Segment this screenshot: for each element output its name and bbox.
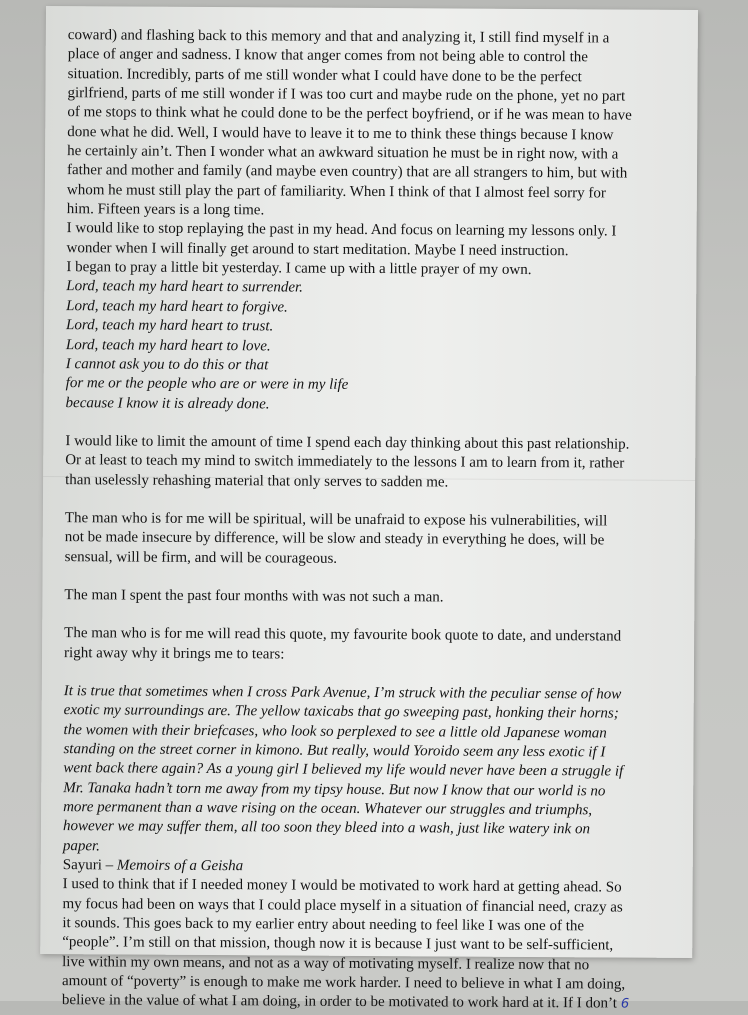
line-text: Or at least to teach my mind to switch immediately to the lessons I am to learn from it, rather — [65, 452, 625, 472]
line-text: coward) and flashing back to this memory and that and analyzing it, I still find myself in a — [67, 27, 610, 47]
line-text: situation. Incredibly, parts of me still wonder what I could have done to be the perfect — [67, 65, 582, 85]
line-text: of me stops to think what he could done to be the perfect boyfriend, or if he was mean to have — [67, 104, 632, 124]
line-text: Mr. Tanaka hadn’t torn me away from my tipsy house. But now I know that our world is no — [63, 779, 606, 800]
paper-sheet — [40, 6, 698, 1013]
line-text: The man I spent the past four months with was not such a man. — [64, 587, 444, 606]
line-text: “people”. I’m still on that mission, though now it is because I just want to be self-sufficient, — [62, 934, 614, 954]
line-text: wonder when I will finally get around to start meditation. Maybe I need instruction. — [66, 239, 569, 259]
line-text: live within my own means, and not as a way of motivating myself. I realize now that no — [62, 953, 590, 974]
document-body — [62, 26, 686, 1015]
line-text: than uselessly rehashing material that only serves to sadden me. — [65, 471, 449, 491]
line-text: not be made insecure by difference, will be slow and steady in everything he does, will be — [64, 529, 605, 549]
line-text: for me or the people who are or were in my life — [65, 375, 349, 394]
line-text: Lord, teach my hard heart to trust. — [66, 317, 274, 335]
line-text: I would like to limit the amount of time I spend each day thinking about this past relationship. — [65, 433, 630, 453]
line-text: exotic my surroundings are. The yellow taxicabs that go sweeping past, honking their horns; — [63, 702, 619, 722]
line-text: standing on the street corner in kimono. But really, would Yoroido seem any less exotic if I — [63, 741, 606, 761]
italic-text-line — [66, 394, 684, 417]
page-number: 6 — [620, 997, 630, 1013]
line-text: my focus had been on ways that I could place myself in a situation of financial need, crazy as — [62, 895, 623, 916]
line-text: I would like to stop replaying the past in my head. And focus on learning my lessons only. I — [66, 220, 617, 240]
attribution-author: Sayuri – — [62, 857, 117, 874]
line-text: paper. — [62, 837, 101, 855]
line-text: I cannot ask you to do this or that — [65, 355, 269, 374]
line-text: him. Fifteen years is a long time. — [66, 201, 265, 219]
line-text: more permanent than a wave rising on the ocean. Whatever our struggles and triumphs, — [63, 799, 593, 819]
line-text: Lord, teach my hard heart to forgive. — [66, 297, 288, 316]
line-text: girlfriend, parts of me still wonder if I was too curt and maybe rude on the phone, yet no part — [67, 85, 626, 105]
text-line — [65, 471, 683, 494]
line-text: Lord, teach my hard heart to love. — [65, 336, 271, 354]
line-text: sensual, will be firm, and will be courageous. — [64, 548, 338, 567]
line-text: Lord, teach my hard heart to surrender. — [66, 278, 303, 297]
line-text: whom he must still play the part of familiarity. When I think of that I almost feel sorry for — [66, 181, 606, 202]
line-text: it sounds. This goes back to my earlier entry about needing to feel like I was one of the — [62, 915, 585, 935]
line-text: he certainly ain’t. Then I wonder what an awkward situation he must be in right now, with a — [67, 143, 619, 163]
italic-text-line — [63, 818, 681, 841]
text-line — [64, 644, 682, 667]
line-text: I used to think that if I needed money I would be motivated to work hard at getting ahead. So — [62, 876, 622, 896]
line-text: father and mother and family (and maybe even country) that are all strangers to him, but with — [66, 162, 628, 182]
text-line — [65, 548, 683, 571]
line-text: believe in the value of what I am doing, in order to be motivated to work hard at it. If I don’t — [61, 992, 617, 1012]
line-text: amount of “poverty” is enough to make me work harder. I need to believe in what I am doing, — [62, 973, 626, 993]
line-text: the women with their briefcases, who look so perplexed to see a little old Japanese woman — [63, 721, 607, 742]
attribution-book: Memoirs of a Geisha — [116, 857, 244, 875]
line-text: place of anger and sadness. I know that anger comes from not being able to control the — [67, 46, 588, 66]
text-line — [64, 586, 682, 609]
line-text: It is true that sometimes when I cross Park Avenue, I’m struck with the peculiar sense of how — [63, 683, 622, 703]
line-text: right away why it brings me to tears: — [64, 644, 285, 663]
line-text: I began to pray a little bit yesterday. I came up with a little prayer of my own. — [66, 259, 532, 279]
line-text: went back there again? As a young girl I believed my life would never have been a struggle if — [63, 760, 624, 780]
line-text: The man who is for me will read this quote, my favourite book quote to date, and understand — [64, 625, 622, 645]
line-text: however we may suffer them, all too soon they bleed into a wash, just like watery ink on — [62, 818, 591, 838]
line-text: because I know it is already done. — [65, 394, 270, 412]
text-line — [62, 992, 680, 1015]
line-text: done what he did. Well, I would have to leave it to me to think these things because I know — [67, 123, 614, 144]
line-text: The man who is for me will be spiritual, will be unafraid to expose his vulnerabilities, will — [64, 510, 608, 530]
